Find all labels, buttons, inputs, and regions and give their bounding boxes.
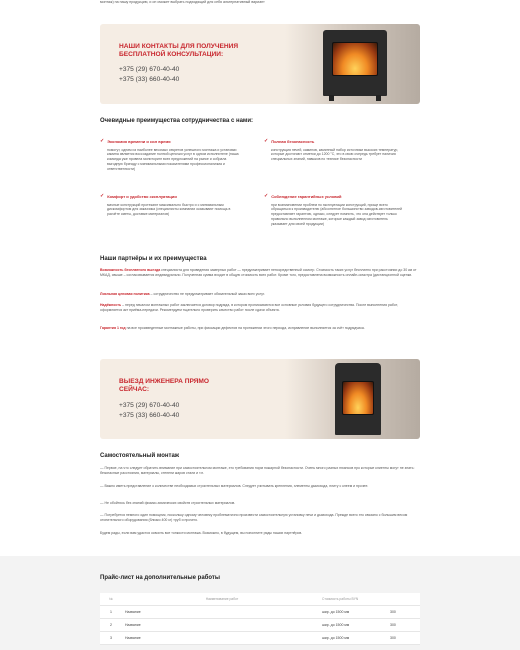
advantage-item: ✓ Полная безопасность конструкция печей, каминов, каминный набор источники высоких температур, которые достигают отметки до 1200 °С, это в свою очередь требует наличия специальных знаний, навыков по технике безопасности bbox=[264, 138, 399, 162]
advantage-item: ✓ Экономия времени и сил время помогут, одним из наиболее весомых секретов успешного монтажа и установки камина является воссоздание полной цепочки услуг в одном исполнителе (наша команда уже провела мониторинг всех предложений на рынке и собрала выгодную бригаду с минимальными показателями профессионализма и ответственности) bbox=[100, 138, 239, 171]
partners-title: Наши партнёры и их преимущества bbox=[100, 256, 207, 262]
advantage-item: ✓ Соблюдение гарантийных условий при возникновении проблем по эксплуатации конструкций, проще всего обращаться к производителю (абсолютное большинство заводов-изготовителей предоставляет гарантию, однако, следует помнить, что она действует только правильно выполненном монтаже, которые каждый завод изготовитель указывает для своей продукции) bbox=[264, 193, 403, 226]
advantages-title: Очевидные преимущества сотрудничества с нами: bbox=[100, 118, 254, 124]
self-install-paragraph: — Важно иметь представление о количестве необходимых строительных материалов. Следует учитывать крепления, элементы дымохода, плиту с клеем и прочее. bbox=[100, 484, 369, 488]
check-icon: ✓ bbox=[100, 138, 105, 144]
advantage-item: ✓ Комфорт и удобство эксплуатации мачные конструкций протекают максимально быстро и с минимальным дискомфортом для заказчика (специалисты компании оказывают помощь в расчёте сметы, доставке материалов) bbox=[100, 193, 231, 217]
check-icon: ✓ bbox=[100, 193, 105, 199]
intro-text: монтаж) на нашу продукцию, и он сможет выбрать подходящий для себя альтернативный вариант bbox=[100, 0, 265, 4]
contact-banner-title: НАШИ КОНТАКТЫ ДЛЯ ПОЛУЧЕНИЯ БЕСПЛАТНОЙ КОНСУЛЬТАЦИИ: bbox=[119, 43, 239, 59]
price-title: Прайс-лист на дополнительные работы bbox=[100, 575, 220, 581]
table-row: 2 Название шир. до 1500 мм 300 bbox=[100, 619, 420, 632]
stove-photo bbox=[285, 24, 420, 104]
table-row: 1 Название шир. до 1500 мм 300 bbox=[100, 606, 420, 619]
engineer-phone-2[interactable]: +375 (33) 660-40-40 bbox=[119, 412, 180, 419]
self-install-paragraph: — Первое, на что следует обратить внимание при самостоятельном монтаже, это требования норм пожарной безопасности. Очень много разных нюансов про которые клиенты могут не знать: безопасные расстояния, материалы, степени жаров стали и т.п. bbox=[100, 466, 415, 475]
partners-paragraph: Гарантия 1 год на все произведенные монтажные работы, при фиксации дефектов на протяжении этого периода, исправление выполняется за счёт подрядчика. bbox=[100, 326, 365, 330]
table-header: № Наименование работ Стоимость работы BYN bbox=[100, 593, 420, 606]
stove-icon bbox=[335, 363, 381, 435]
stove-icon bbox=[323, 30, 387, 96]
engineer-banner-title: ВЫЕЗД ИНЖЕНЕРА ПРЯМО СЕЙЧАС: bbox=[119, 378, 210, 394]
partners-paragraph: Лояльная ценовая политика – сотрудничество не предусматривает обязательный заказ всех услуг. bbox=[100, 292, 265, 296]
contact-phone-2[interactable]: +375 (33) 660-40-40 bbox=[119, 76, 180, 83]
self-install-paragraph: — Не обойтись без знаний физико-химических свойств строительных материалов. bbox=[100, 501, 236, 505]
engineer-phone-1[interactable]: +375 (29) 670-40-40 bbox=[119, 402, 180, 409]
check-icon: ✓ bbox=[264, 193, 269, 199]
price-table bbox=[100, 593, 420, 645]
self-install-paragraph: — Потребуется немного один помощник, поскольку одному человеку проблематично произвести самостоятельную установку печи и дымохода. Прежде всего это связано с большим весом отопительного оборудования (близко 400 кг) труб и прочего. bbox=[100, 513, 408, 522]
partners-paragraph: Надёжность – перед началом монтажных работ заключается договор подряда, в котором прописываются все основные условия будущего сотрудничества. После выполнения работ, оформляется акт приёма-передачи. Рекомендуем тщательно проверить качество работ после сдачи объекта. bbox=[100, 303, 398, 312]
engineer-banner bbox=[100, 359, 420, 439]
check-icon: ✓ bbox=[264, 138, 269, 144]
stove-photo bbox=[285, 359, 420, 439]
table-row: 3 Название шир. до 1500 мм 300 bbox=[100, 632, 420, 645]
partners-paragraph: Возможность бесплатного выезда специалиста для проведения замерных работ — предусматривает непосредственный осмотр. Стоимость таких услуг бесплатно при расстоянии до 30 км от МКАД, свыше – согласовывается индивидуально. Полученная сумма входит в общую стоимость всех работ. Кроме того, предоставлена возможность онлайн-осмотра (дистанционной оценки. bbox=[100, 268, 417, 277]
contact-phone-1[interactable]: +375 (29) 670-40-40 bbox=[119, 66, 180, 73]
contact-banner bbox=[100, 24, 420, 104]
self-install-paragraph: Будем рады, если вам удастся освоить все тонкости монтажа. Возможно, в будущем, вы пополните ряды наших партнёров. bbox=[100, 531, 303, 535]
self-install-title: Самостоятельный монтаж bbox=[100, 453, 180, 459]
